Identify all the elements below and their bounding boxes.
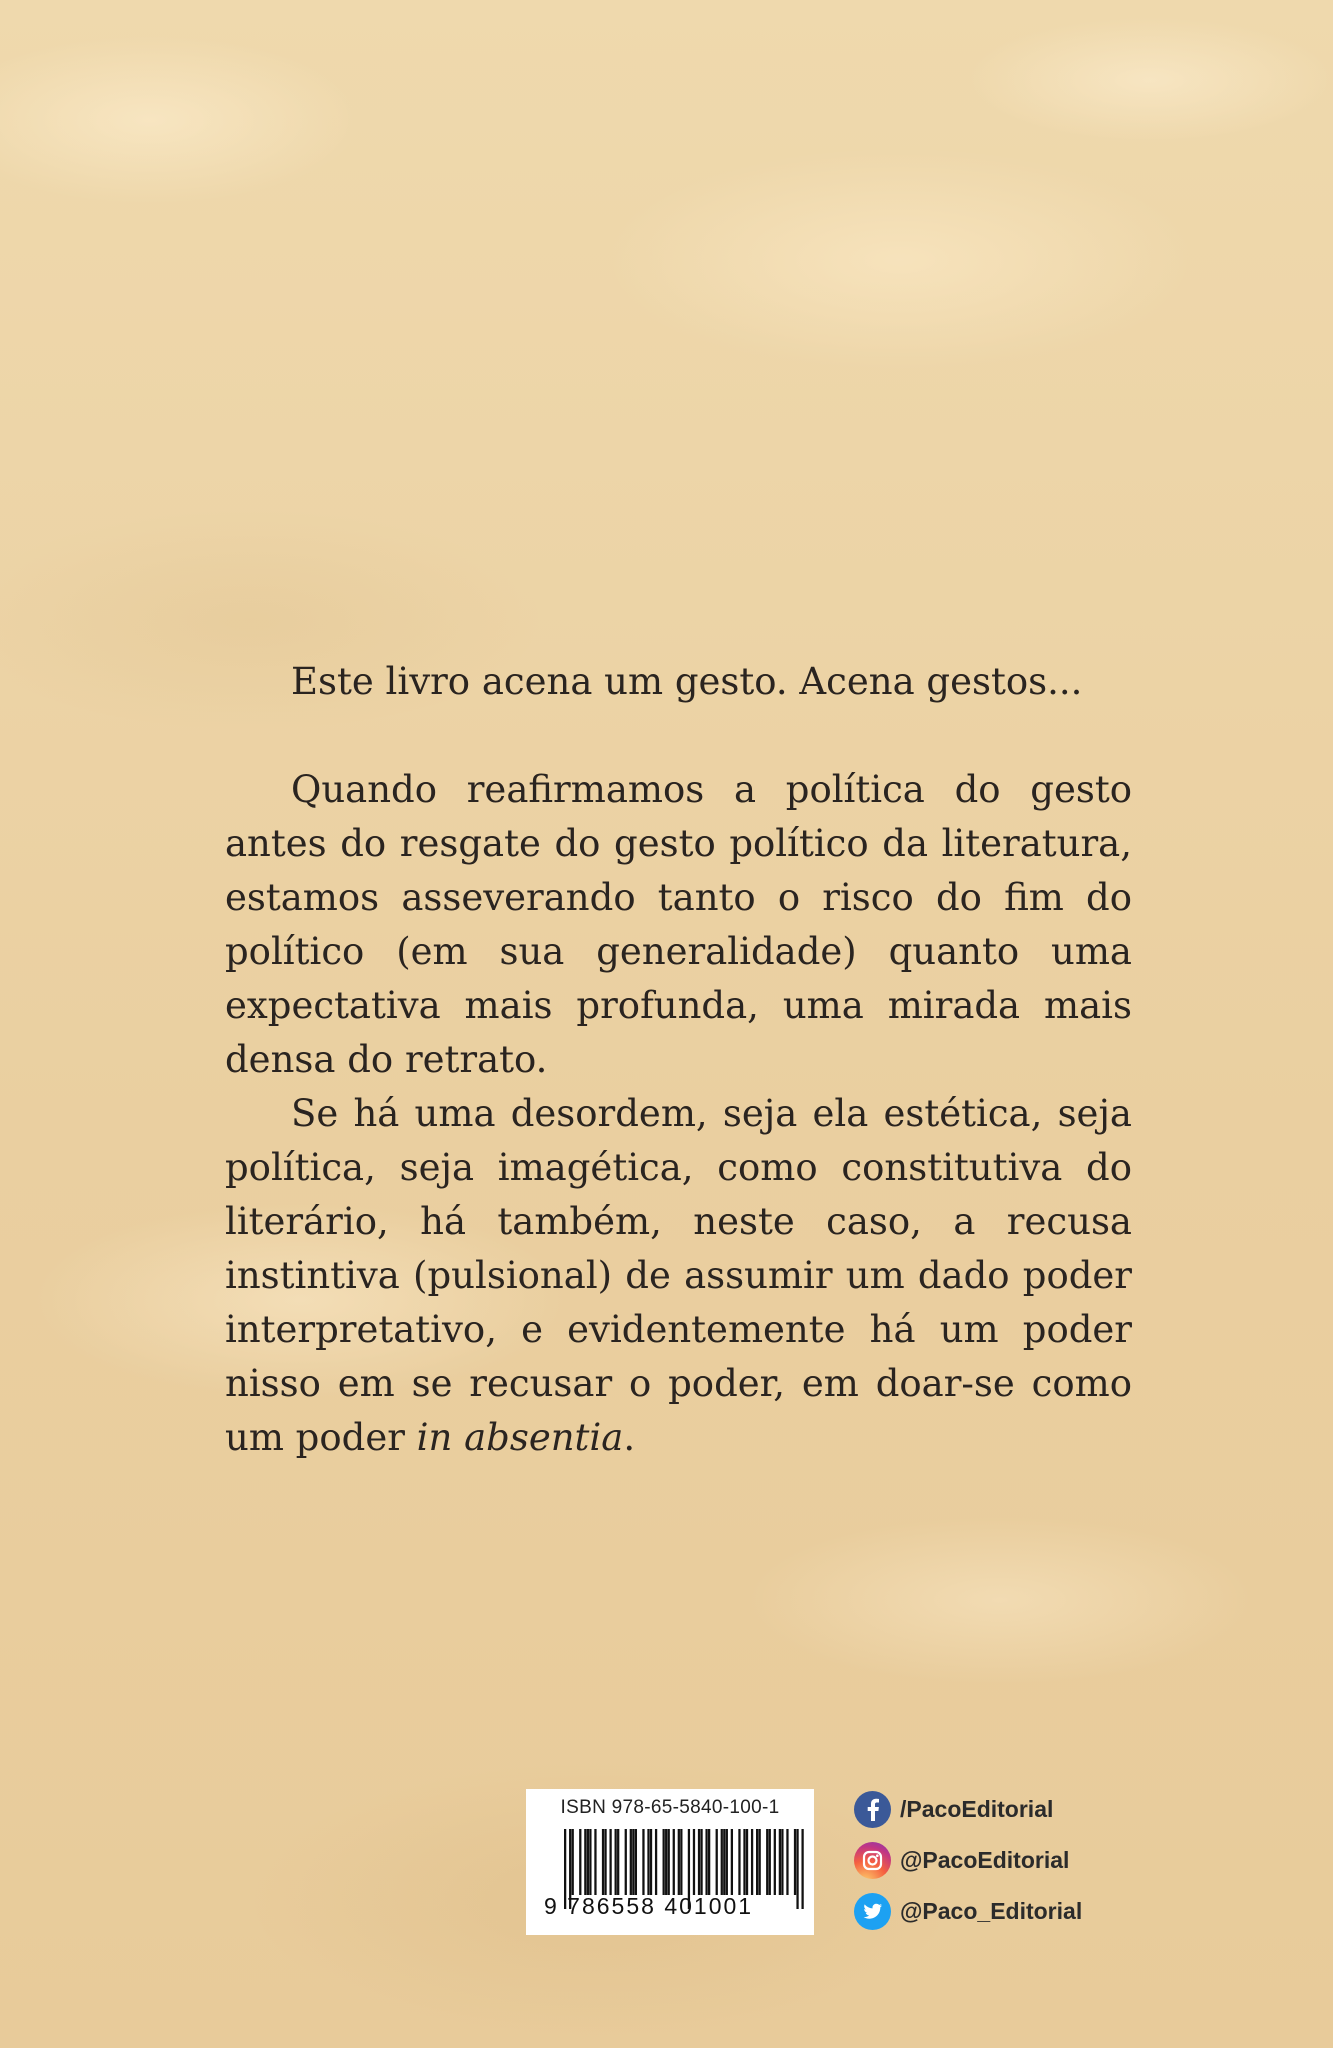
- social-links: [854, 1790, 1082, 1943]
- instagram-handle: @PacoEditorial: [900, 1846, 1070, 1873]
- twitter-icon: [854, 1893, 891, 1930]
- facebook-handle: /PacoEditorial: [900, 1795, 1054, 1822]
- blurb-paragraph-1: Quando reafirmamos a política do gesto antes do resgate do gesto político da literatura, estamos asseverando tanto o risco do fim do político (em sua generalidade) quanto uma expectativa mais profunda, uma mirada mais densa do retrato.: [225, 768, 1132, 1081]
- twitter-handle: @Paco_Editorial: [900, 1897, 1083, 1924]
- social-twitter[interactable]: [854, 1892, 1082, 1930]
- facebook-icon: [854, 1791, 891, 1828]
- barcode-digits: 9 786558 401001: [544, 1893, 754, 1919]
- instagram-icon: [854, 1842, 891, 1879]
- blurb-paragraph-2: [225, 1087, 1132, 1465]
- social-instagram[interactable]: [854, 1841, 1082, 1879]
- social-facebook[interactable]: [854, 1790, 1082, 1828]
- blurb-italic-phrase: in absentia: [416, 1416, 624, 1459]
- isbn-label: ISBN 978-65-5840-100-1: [560, 1797, 780, 1818]
- blurb-paragraph-2-end: .: [623, 1416, 636, 1459]
- blurb-text: [225, 655, 1132, 1465]
- blurb-paragraph-2-main: Se há uma desordem, seja ela estética, seja política, seja imagética, como constitutiva do literário, há também, neste caso, a recusa instintiva (pulsional) de assumir um dado poder interpretativo, e evidentemente há um poder nisso em se recusar o poder, em doar-se como um poder: [225, 1092, 1132, 1459]
- blurb-opening-line: Este livro acena um gesto. Acena gestos...: [291, 660, 1083, 703]
- isbn-barcode-box: [526, 1789, 814, 1935]
